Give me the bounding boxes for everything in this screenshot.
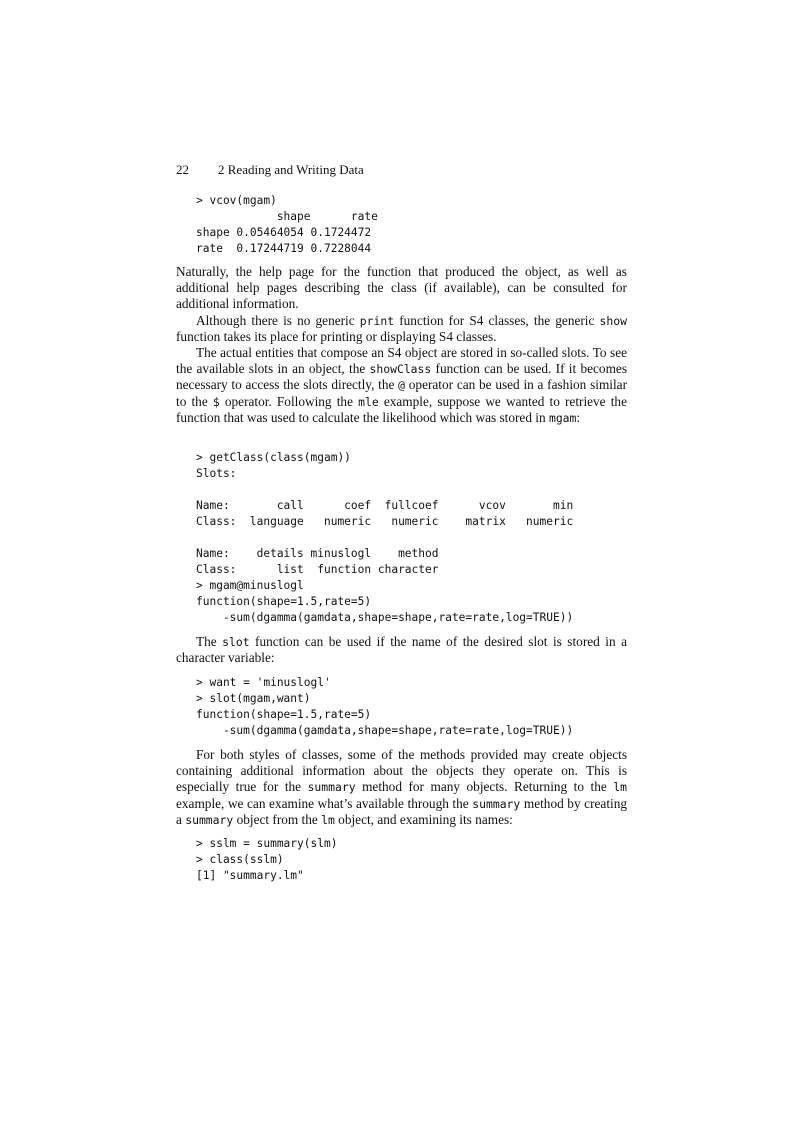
code-lm: lm bbox=[613, 780, 627, 795]
code-summary-2: summary bbox=[472, 796, 521, 811]
page-number: 22 bbox=[176, 162, 189, 177]
code-show: show bbox=[599, 314, 627, 328]
code-showclass: showClass bbox=[369, 362, 432, 377]
code-lm-2: lm bbox=[321, 812, 335, 827]
paragraph-slot-function: The slot function can be used if the name of the desired slot is stored in a character variable: bbox=[176, 634, 627, 666]
page-header bbox=[176, 162, 628, 182]
code-block-slot: > want = 'minuslogl' > slot(mgam,want) function(shape=1.5,rate=5) -sum(dgamma(gamdata,shape=shape,rate=rate,log=TRUE)) bbox=[196, 676, 574, 737]
code-block-getclass: > getClass(class(mgam)) Slots: Name: call coef fullcoef vcov min Class: language numeric numeric matrix numeric Name: details minuslogl method Class: list function character > mgam@minuslogl function(shape=1.5,rate=5) -sum(dgamma(gamdata,shape=shape,rate=rate,log=TRUE)) bbox=[196, 451, 574, 624]
code-dollar: $ bbox=[212, 394, 220, 409]
code-block-summary: > sslm = summary(slm) > class(sslm) [1] "summary.lm" bbox=[196, 837, 338, 882]
code-summary: summary bbox=[307, 780, 356, 795]
code-block-vcov: > vcov(mgam) shape rate shape 0.05464054 0.1724472 rate 0.17244719 0.7228044 bbox=[196, 194, 378, 255]
running-title: 2 Reading and Writing Data bbox=[218, 162, 364, 177]
code-slot: slot bbox=[222, 635, 250, 649]
code-summary-3: summary bbox=[185, 812, 234, 827]
paragraph-summary: For both styles of classes, some of the methods provided may create objects containing additional information about the objects they operate on. This is especially true for the summary method for many objects. Returning to the lm example, we can examine what’s available through the summary method by creating a summary object from the lm object, and examining its names: bbox=[176, 747, 627, 827]
paragraph-print-show: Although there is no generic print function for S4 classes, the generic show function takes its place for printing or displaying S4 classes. bbox=[176, 313, 627, 345]
code-print: print bbox=[359, 314, 395, 328]
code-mle: mle bbox=[358, 394, 379, 409]
code-at: @ bbox=[398, 378, 406, 393]
paragraph-help-pages: Naturally, the help page for the function that produced the object, as well as additional help pages describing the class (if available), can be consulted for additional information. bbox=[176, 264, 627, 312]
paragraph-slots: The actual entities that compose an S4 object are stored in so-called slots. To see the available slots in an object, the showClass function can be used. If it becomes necessary to access the slots directly, the @ operator can be used in a fashion similar to the $ operator. Following the mle example, suppose we wanted to retrieve the function that was used to calculate the likelihood which was stored in mgam: bbox=[176, 345, 628, 425]
code-mgam: mgam bbox=[548, 410, 577, 425]
